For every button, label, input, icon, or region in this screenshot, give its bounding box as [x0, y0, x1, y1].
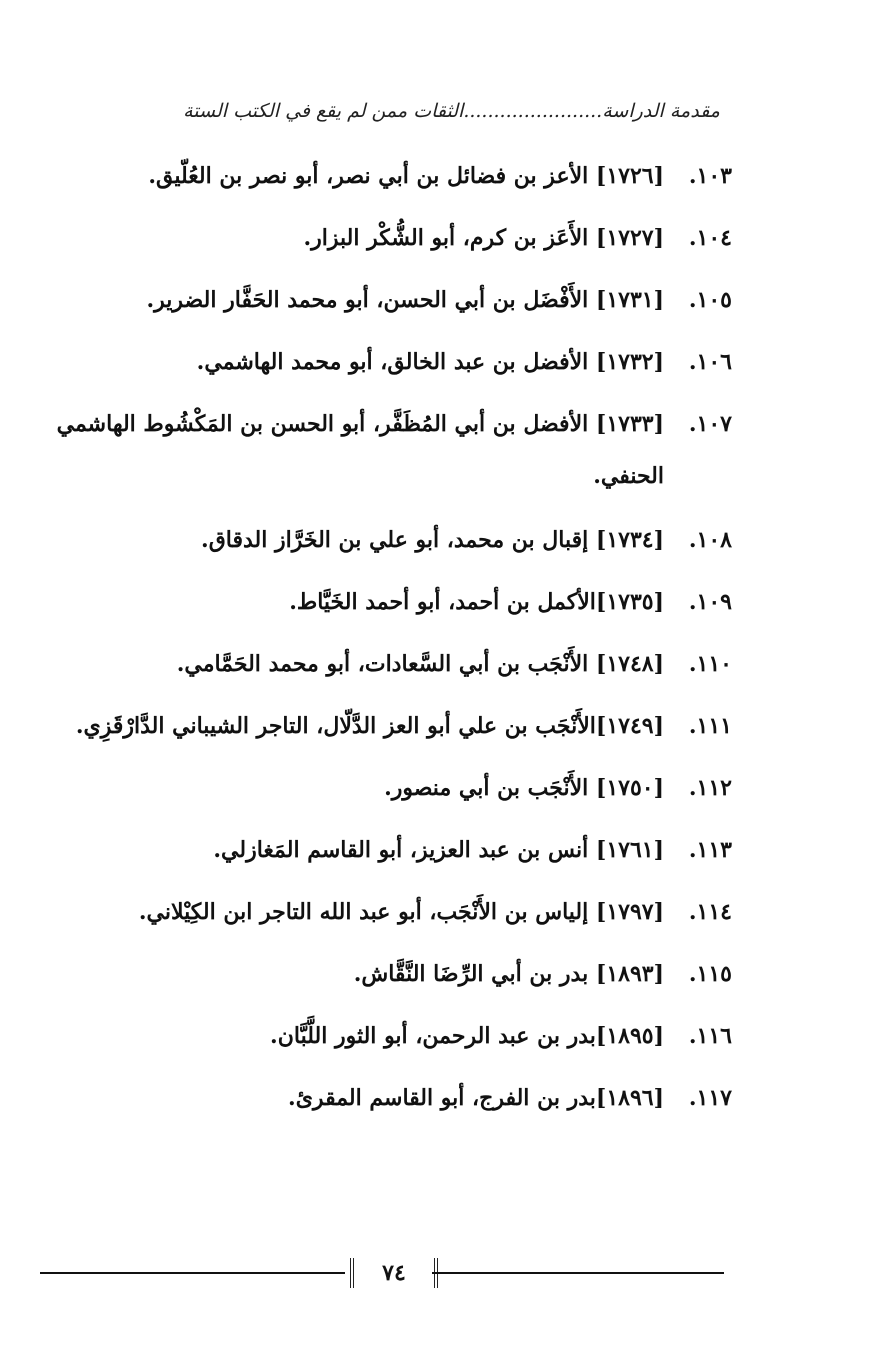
list-item [40, 336, 732, 398]
entry-text: [١٧٣٥]الأكمل بن أحمد، أبو أحمد الخَيَّاط. [289, 589, 664, 615]
list-item [40, 398, 732, 514]
running-header: مقدمة الدراسة.......................الثقات ممن لم يقع في الكتب الستة [183, 100, 720, 122]
entry-text: [١٧٤٩]الأَنْجَب بن علي أبو العز الدَّلّال، التاجر الشيباني الدَّارْقَزِي. [75, 713, 664, 739]
entry-number: ١١٣. [688, 837, 732, 863]
entry-text: [١٧٤٨] الأَنْجَب بن أبي السَّعادات، أبو محمد الحَمَّامي. [176, 651, 664, 677]
entry-text: [١٧٩٧] إلياس بن الأَنْجَب، أبو عبد الله التاجر ابن الكِيْلاني. [138, 899, 664, 925]
entry-number: ١٠٤. [688, 225, 732, 251]
entry-number: ١٠٩. [688, 589, 732, 615]
entry-number: ١١١. [688, 713, 732, 739]
entry-text: [١٧٣٣] الأفضل بن أبي المُظَفَّر، أبو الحسن بن المَكْشُوط الهاشمي الحنفي. [56, 411, 664, 489]
list-item [40, 700, 732, 762]
list-item [40, 212, 732, 274]
list-item [40, 886, 732, 948]
entry-text: [١٧٢٧] الأَعَز بن كرم، أبو الشُّكْر البزار. [303, 225, 664, 251]
entry-text: [١٧٢٦] الأعز بن فضائل بن أبي نصر، أبو نصر بن العُلّيق. [148, 163, 664, 189]
entry-number: ١١٦. [688, 1023, 732, 1049]
entry-number: ١١٤. [688, 899, 732, 925]
entry-number: ١٠٥. [688, 287, 732, 313]
footer-rule-right [432, 1272, 724, 1274]
entry-number: ١٠٧. [688, 411, 732, 437]
entry-number: ١١٥. [688, 961, 732, 987]
list-item [40, 762, 732, 824]
list-item [40, 150, 732, 212]
page-footer [40, 1258, 724, 1298]
entry-number: ١٠٣. [688, 163, 732, 189]
entry-text: [١٧٦١] أنس بن عبد العزيز، أبو القاسم المَغازلي. [213, 837, 664, 863]
entry-list [40, 150, 732, 1134]
list-item [40, 514, 732, 576]
list-item [40, 576, 732, 638]
entry-number: ١٠٨. [688, 527, 732, 553]
entry-text: [١٨٩٦]بدر بن الفرج، أبو القاسم المقرئ. [288, 1085, 664, 1111]
entry-text: [١٨٩٣] بدر بن أبي الرِّضَا النَّقَّاش. [353, 961, 664, 987]
list-item [40, 948, 732, 1010]
entry-text: [١٧٣٤] إقبال بن محمد، أبو علي بن الخَرَّاز الدقاق. [201, 527, 664, 553]
entry-number: ١١٠. [688, 651, 732, 677]
entry-text: [١٧٣٢] الأفضل بن عبد الخالق، أبو محمد الهاشمي. [196, 349, 664, 375]
list-item [40, 1072, 732, 1134]
footer-rule-left [40, 1272, 345, 1274]
list-item [40, 824, 732, 886]
list-item [40, 274, 732, 336]
list-item [40, 638, 732, 700]
entry-number: ١٠٦. [688, 349, 732, 375]
entry-text: [١٧٥٠] الأَنْجَب بن أبي منصور. [384, 775, 664, 801]
page-number: ٧٤ [350, 1258, 438, 1288]
list-item [40, 1010, 732, 1072]
entry-number: ١١٧. [688, 1085, 732, 1111]
entry-text: [١٧٣١] الأَفْضَل بن أبي الحسن، أبو محمد الحَفَّار الضرير. [146, 287, 664, 313]
entry-number: ١١٢. [688, 775, 732, 801]
entry-text: [١٨٩٥]بدر بن عبد الرحمن، أبو الثور اللَّبَّان. [270, 1023, 664, 1049]
